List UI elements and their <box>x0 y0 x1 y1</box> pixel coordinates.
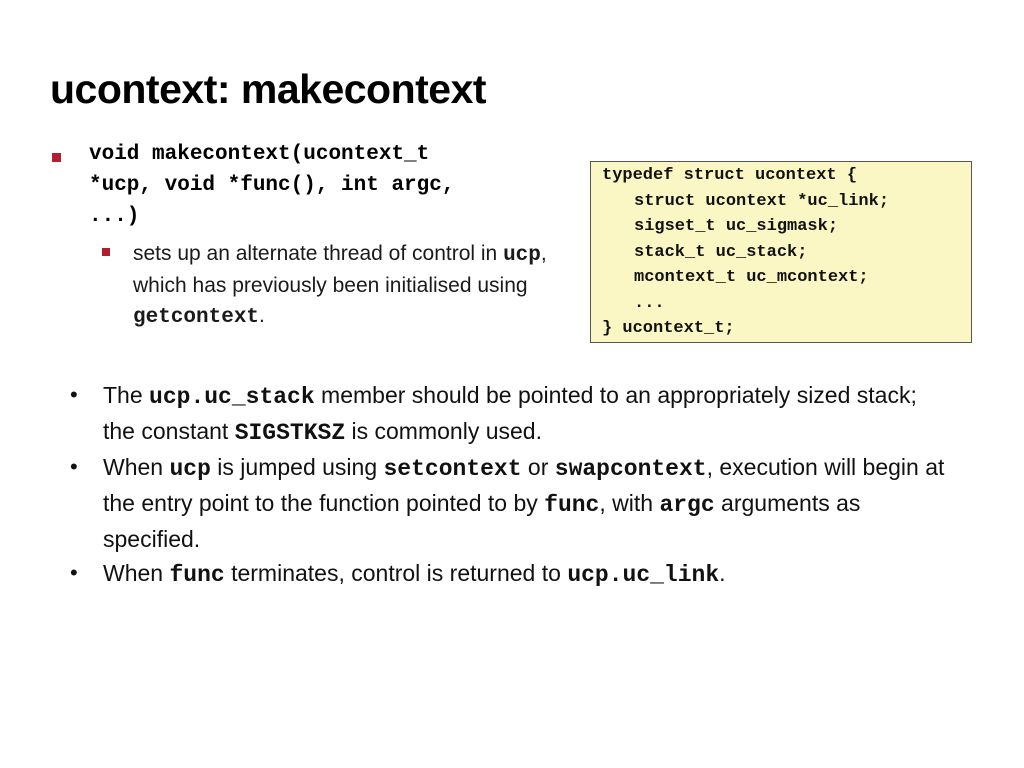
bullet-dot-icon: • <box>70 454 78 479</box>
text: When <box>103 454 170 480</box>
code-term: ucp.uc_link <box>567 562 720 588</box>
signature-line: *ucp, void *func(), int argc, <box>89 174 455 197</box>
list-item <box>70 556 950 592</box>
text: , with <box>599 490 660 516</box>
square-bullet-icon <box>52 153 61 162</box>
list-item <box>70 450 950 556</box>
text: , which has previously been initialised using <box>133 242 547 297</box>
bullet-dot-icon: • <box>70 560 78 585</box>
code-line: stack_t uc_stack; <box>634 242 808 262</box>
code-term: argc <box>659 492 715 518</box>
text: terminates, control is returned to <box>224 560 568 586</box>
code-line: } ucontext_t; <box>602 319 735 338</box>
code-term: getcontext <box>133 306 260 329</box>
makecontext-signature <box>89 139 559 232</box>
square-bullet-icon <box>102 248 110 256</box>
code-line: typedef struct ucontext { <box>602 166 858 185</box>
signature-line: void makecontext(ucontext_t <box>89 143 430 166</box>
signature-line: ...) <box>89 205 140 228</box>
code-term: setcontext <box>383 456 522 482</box>
slide-title: ucontext: makecontext <box>50 66 487 112</box>
code-term: swapcontext <box>554 456 707 482</box>
text: When <box>103 560 170 586</box>
code-term: func <box>169 562 225 588</box>
code-term: func <box>544 492 600 518</box>
text: or <box>521 454 555 480</box>
text: sets up an alternate thread of control in <box>133 242 504 265</box>
ucontext-struct-code-box <box>590 161 972 343</box>
bullet-dot-icon: • <box>70 382 78 407</box>
text: . <box>259 304 265 327</box>
text: . <box>719 560 726 586</box>
text: is jumped using <box>210 454 384 480</box>
code-term: ucp.uc_stack <box>149 384 315 410</box>
code-line: struct ucontext *uc_link; <box>634 191 890 211</box>
code-line: sigset_t uc_sigmask; <box>634 217 839 236</box>
text: is commonly used. <box>345 418 542 444</box>
bullet-list <box>70 378 950 592</box>
code-term: ucp <box>169 456 211 482</box>
code-line: ... <box>634 293 665 313</box>
list-item <box>70 378 950 450</box>
text: arguments as specified. <box>103 490 861 552</box>
code-line: mcontext_t uc_mcontext; <box>634 268 869 287</box>
code-term: ucp <box>503 244 541 267</box>
text: The <box>103 382 150 408</box>
sub-bullet-description <box>133 239 553 333</box>
code-term: SIGSTKSZ <box>234 420 346 446</box>
text: , execution will begin at the entry point to the function pointed to by <box>103 454 945 516</box>
text: member should be pointed to an appropriately sized stack; the constant <box>103 382 917 444</box>
